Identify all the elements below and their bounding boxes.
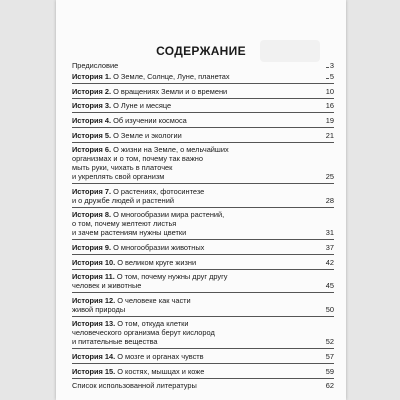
toc-entry-title: и о дружбе людей и растений xyxy=(72,195,174,205)
toc-entry-text xyxy=(72,187,324,205)
toc-entry-label: История 8. xyxy=(72,210,112,220)
toc-page-number: 52 xyxy=(325,337,334,347)
toc-page-number: 45 xyxy=(325,281,334,291)
toc-entry[interactable] xyxy=(72,272,334,290)
toc-separator xyxy=(72,183,334,184)
toc-entry-text xyxy=(72,210,324,237)
toc-entry-line xyxy=(72,172,324,181)
toc-separator xyxy=(72,112,334,113)
toc-entry[interactable] xyxy=(72,210,334,237)
toc-page-number: 19 xyxy=(325,115,334,125)
toc-page-number: 3 xyxy=(329,60,334,70)
toc-entry-line xyxy=(72,319,324,328)
toc-separator xyxy=(72,316,334,317)
toc-entry[interactable] xyxy=(72,243,334,252)
toc-entry-title: О Земле и экологии xyxy=(113,130,182,140)
toc-entry-label: История 9. xyxy=(72,242,112,252)
page-title: СОДЕРЖАНИЕ xyxy=(156,44,246,58)
toc-entry-line xyxy=(72,296,324,305)
toc-entry-title: и питательные вещества xyxy=(72,337,158,347)
toc-entry[interactable] xyxy=(72,72,334,81)
toc-entry-text xyxy=(72,131,324,140)
toc-separator xyxy=(72,239,334,240)
toc-entry-label: История 1. xyxy=(72,72,112,82)
toc-entry-line xyxy=(72,272,324,281)
toc-page-number: 57 xyxy=(325,351,334,361)
toc-page-number: 5 xyxy=(329,72,334,82)
toc-entry-title: организмах и о том, почему так важно xyxy=(72,154,203,164)
toc-entry-line xyxy=(72,305,324,314)
toc-entry-line xyxy=(72,187,324,196)
toc-dot-leader xyxy=(326,67,328,68)
toc-entry-title: О растениях, фотосинтезе xyxy=(113,186,205,196)
toc-separator xyxy=(72,98,334,99)
toc-entry-line xyxy=(72,381,324,390)
toc-entry[interactable] xyxy=(72,352,334,361)
toc-entry-label: История 10. xyxy=(72,257,116,267)
toc-entry-text xyxy=(72,61,324,70)
toc-page-number: 28 xyxy=(325,195,334,205)
toc-entry-title: Об изучении космоса xyxy=(113,115,187,125)
toc-entry-title: человек и животные xyxy=(72,281,142,291)
toc-entry-label: История 6. xyxy=(72,145,112,155)
toc-entry-text xyxy=(72,72,324,81)
toc-entry-text xyxy=(72,352,324,361)
toc-entry-label: История 7. xyxy=(72,186,112,196)
toc-entry-line xyxy=(72,72,324,81)
toc-separator xyxy=(72,292,334,293)
toc-entry-text xyxy=(72,296,324,314)
toc-entry-line xyxy=(72,131,324,140)
toc-entry-text xyxy=(72,101,324,110)
toc-entry-title: О Луне и месяце xyxy=(113,101,172,111)
toc-entry-label: История 15. xyxy=(72,366,116,376)
toc-separator xyxy=(72,207,334,208)
toc-entry-text xyxy=(72,381,324,390)
toc-separator xyxy=(72,378,334,379)
toc-entry-title: человеческого организма берут кислород xyxy=(72,328,215,338)
toc-entry[interactable] xyxy=(72,87,334,96)
toc-entry[interactable] xyxy=(72,258,334,267)
table-of-contents xyxy=(72,58,334,390)
toc-entry-line xyxy=(72,154,324,163)
toc-entry-line xyxy=(72,228,324,237)
toc-entry-text xyxy=(72,116,324,125)
toc-entry-title: живой природы xyxy=(72,304,126,314)
toc-separator xyxy=(72,254,334,255)
toc-entry-line xyxy=(72,116,324,125)
toc-entry-title: О великом круге жизни xyxy=(117,257,197,267)
toc-entry-title: О Земле, Солнце, Луне, планетах xyxy=(113,72,230,82)
toc-entry-label: История 14. xyxy=(72,351,116,361)
toc-entry[interactable] xyxy=(72,381,334,390)
toc-entry[interactable] xyxy=(72,319,334,346)
toc-separator xyxy=(72,83,334,84)
book-page xyxy=(56,0,346,400)
toc-entry-text xyxy=(72,87,324,96)
toc-entry-title: О человеке как части xyxy=(117,295,191,305)
toc-entry-title: о том, почему желтеют листья xyxy=(72,219,177,229)
toc-entry-line xyxy=(72,352,324,361)
toc-entry-title: О вращениях Земли и о времени xyxy=(113,86,228,96)
toc-entry-line xyxy=(72,210,324,219)
toc-entry-label: История 12. xyxy=(72,295,116,305)
toc-entry-line xyxy=(72,258,324,267)
toc-entry-label: История 11. xyxy=(72,272,115,282)
toc-entry-title: О мозге и органах чувств xyxy=(117,351,204,361)
toc-entry-label: История 2. xyxy=(72,86,112,96)
toc-separator xyxy=(72,269,334,270)
toc-entry-line xyxy=(72,87,324,96)
toc-entry-title: Список использованной литературы xyxy=(72,381,197,391)
toc-separator xyxy=(72,363,334,364)
toc-page-number: 16 xyxy=(325,101,334,111)
toc-page-number: 50 xyxy=(325,304,334,314)
toc-separator xyxy=(72,348,334,349)
toc-page-number: 10 xyxy=(325,86,334,96)
toc-entry-line xyxy=(72,196,324,205)
toc-entry[interactable] xyxy=(72,131,334,140)
toc-separator xyxy=(72,142,334,143)
toc-entry-line xyxy=(72,101,324,110)
toc-entry-text xyxy=(72,272,324,290)
toc-dot-leader xyxy=(326,78,328,79)
toc-entry-title: Предисловие xyxy=(72,60,119,70)
toc-entry[interactable] xyxy=(72,367,334,376)
toc-entry[interactable] xyxy=(72,296,334,314)
toc-entry-line xyxy=(72,61,324,70)
toc-entry-label: История 4. xyxy=(72,115,112,125)
toc-entry-line xyxy=(72,163,324,172)
toc-entry[interactable] xyxy=(72,61,334,70)
toc-entry-text xyxy=(72,319,324,346)
toc-entry[interactable] xyxy=(72,145,334,181)
toc-entry-title: О многообразии животных xyxy=(113,242,205,252)
toc-entry-line xyxy=(72,367,324,376)
toc-page-number: 31 xyxy=(325,228,334,238)
toc-entry[interactable] xyxy=(72,116,334,125)
toc-entry-title: и зачем растениям нужны цветки xyxy=(72,228,187,238)
toc-entry-line xyxy=(72,219,324,228)
toc-entry-line xyxy=(72,281,324,290)
toc-page-number: 37 xyxy=(325,242,334,252)
toc-entry-title: О том, откуда клетки xyxy=(117,319,189,329)
toc-entry-title: О многообразии мира растений, xyxy=(113,210,225,220)
toc-entry[interactable] xyxy=(72,187,334,205)
toc-entry-line xyxy=(72,337,324,346)
toc-page-number: 59 xyxy=(325,366,334,376)
toc-entry-title: мыть руки, чихать в платочек xyxy=(72,163,173,173)
toc-page-number: 25 xyxy=(325,172,334,182)
toc-entry-text xyxy=(72,243,324,252)
toc-entry[interactable] xyxy=(72,101,334,110)
toc-entry-label: История 13. xyxy=(72,319,116,329)
toc-separator xyxy=(72,127,334,128)
toc-page-number: 21 xyxy=(325,130,334,140)
toc-entry-text xyxy=(72,258,324,267)
toc-entry-title: О костях, мышцах и коже xyxy=(117,366,205,376)
toc-entry-label: История 3. xyxy=(72,101,112,111)
toc-page-number: 62 xyxy=(325,381,334,391)
toc-page-number: 42 xyxy=(325,257,334,267)
toc-entry-text xyxy=(72,367,324,376)
toc-entry-text xyxy=(72,145,324,181)
toc-entry-line xyxy=(72,328,324,337)
toc-entry-title: и укреплять свой организм xyxy=(72,172,165,182)
toc-entry-title: О жизни на Земле, о мельчайших xyxy=(113,145,229,155)
toc-entry-title: О том, почему нужны друг другу xyxy=(116,272,228,282)
toc-entry-line xyxy=(72,243,324,252)
toc-entry-line xyxy=(72,145,324,154)
toc-entry-label: История 5. xyxy=(72,130,112,140)
